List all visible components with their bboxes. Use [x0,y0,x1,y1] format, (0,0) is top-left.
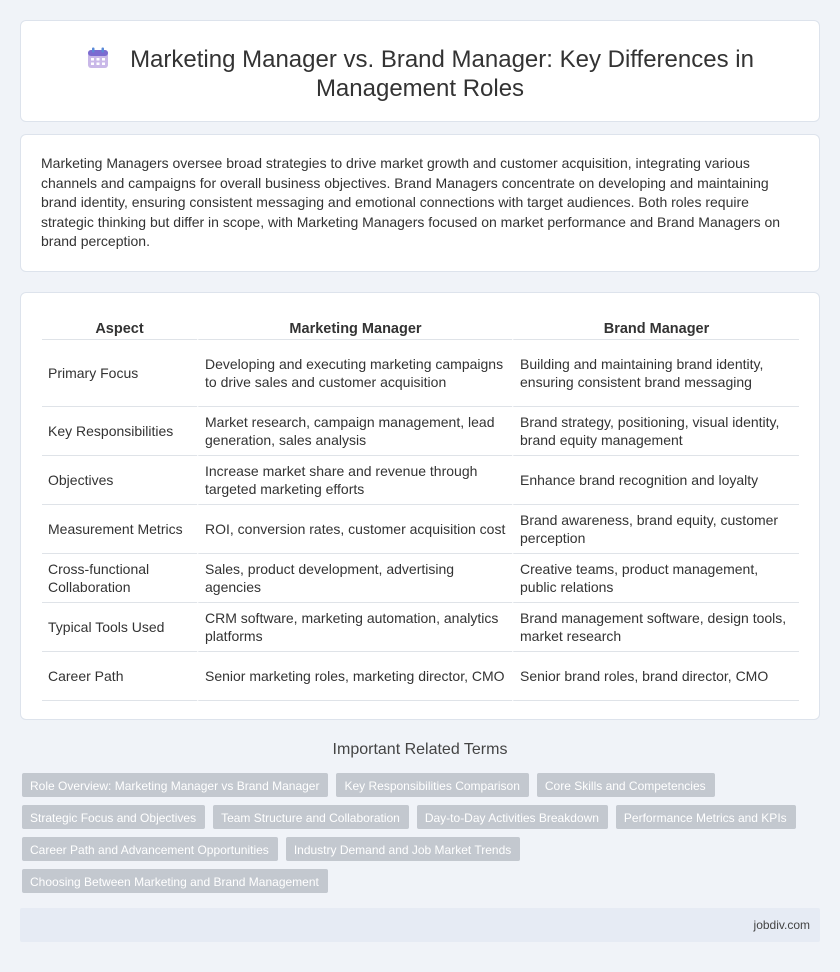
related-term-tag[interactable]: Role Overview: Marketing Manager vs Brand Manager [22,773,328,797]
related-term-tag[interactable]: Team Structure and Collaboration [213,805,409,829]
brand-cell: Brand management software, design tools, market research [512,603,799,652]
table-row [42,505,799,554]
related-term-tag[interactable]: Performance Metrics and KPIs [616,805,796,829]
header-aspect: Aspect [42,312,197,340]
intro-card [20,134,820,272]
marketing-cell: Senior marketing roles, marketing director, CMO [197,652,512,701]
table-row [42,652,799,701]
aspect-cell: Career Path [42,652,197,701]
page-title-wrap [21,45,819,103]
marketing-cell: Market research, campaign management, lead generation, sales analysis [197,407,512,456]
related-term-tag[interactable]: Core Skills and Competencies [537,773,715,797]
intro-text: Marketing Managers oversee broad strategies to drive market growth and customer acquisition, integrating various channels and campaigns for overall business objectives. Brand Managers concentrate on developing and maintaining brand identity, ensuring consistent messaging and emotional connections with target audiences. Both roles require strategic thinking but differ in scope, with Marketing Managers focused on market performance and Brand Managers on brand perception. [41,155,781,250]
marketing-cell: Sales, product development, advertising agencies [197,554,512,603]
aspect-cell: Primary Focus [42,340,197,407]
header-card [20,20,820,122]
table-header-row [42,312,799,340]
brand-cell: Senior brand roles, brand director, CMO [512,652,799,701]
header-marketing-manager: Marketing Manager [197,312,512,340]
table-row [42,603,799,652]
aspect-cell: Measurement Metrics [42,505,197,554]
related-term-tag[interactable]: Key Responsibilities Comparison [336,773,528,797]
related-terms-title: Important Related Terms [332,741,508,758]
comparison-table-card [20,292,820,720]
related-terms-list [22,773,812,901]
brand-cell: Building and maintaining brand identity, ensuring consistent brand messaging [512,340,799,407]
related-term-tag[interactable]: Day-to-Day Activities Breakdown [417,805,608,829]
header-brand-manager: Brand Manager [512,312,799,340]
footer [20,908,820,942]
related-term-tag[interactable]: Industry Demand and Job Market Trends [286,837,520,861]
table-row [42,407,799,456]
calendar-icon [86,46,110,70]
brand-cell: Enhance brand recognition and loyalty [512,456,799,505]
related-term-tag[interactable]: Career Path and Advancement Opportunities [22,837,278,861]
table-row [42,340,799,407]
aspect-cell: Cross-functional Collaboration [42,554,197,603]
marketing-cell: Developing and executing marketing campaigns to drive sales and customer acquisition [197,340,512,407]
table-row [42,554,799,603]
related-term-tag[interactable]: Choosing Between Marketing and Brand Management [22,869,328,893]
brand-cell: Brand awareness, brand equity, customer perception [512,505,799,554]
related-term-tag[interactable]: Strategic Focus and Objectives [22,805,205,829]
table-row [42,456,799,505]
footer-site[interactable]: jobdiv.com [753,918,810,932]
brand-cell: Creative teams, product management, public relations [512,554,799,603]
brand-cell: Brand strategy, positioning, visual identity, brand equity management [512,407,799,456]
aspect-cell: Typical Tools Used [42,603,197,652]
aspect-cell: Objectives [42,456,197,505]
comparison-table [42,312,799,701]
aspect-cell: Key Responsibilities [42,407,197,456]
page-title: Marketing Manager vs. Brand Manager: Key Differences in Management Roles [130,46,754,102]
marketing-cell: CRM software, marketing automation, analytics platforms [197,603,512,652]
marketing-cell: ROI, conversion rates, customer acquisition cost [197,505,512,554]
marketing-cell: Increase market share and revenue through targeted marketing efforts [197,456,512,505]
